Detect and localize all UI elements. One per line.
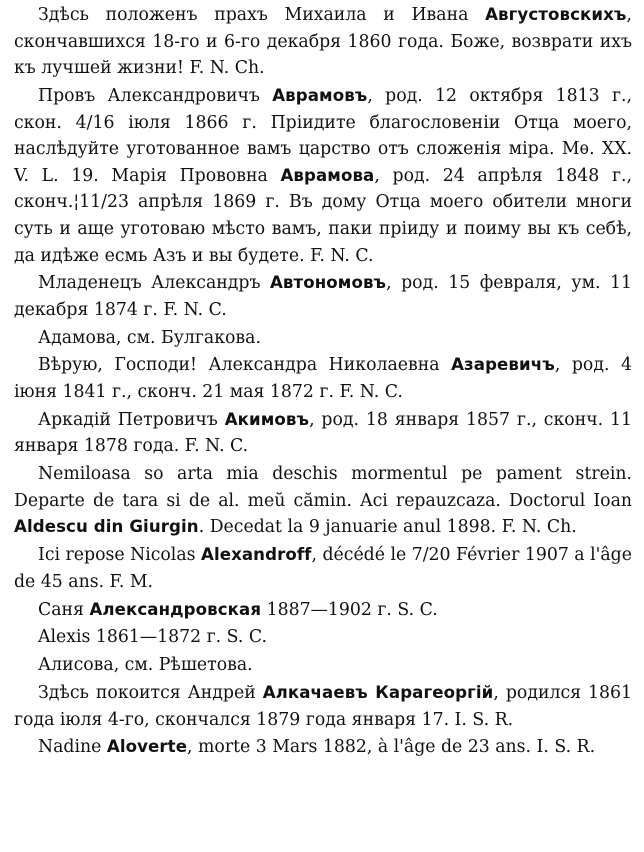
entry-akimov — [14, 407, 632, 460]
entry-text: , род. 24 апрѣля 1848 г., сконч.¦11/23 апрѣля 1869 г. Въ дому Отца моего обители многи суть и аще уготоваю мѣсто вамъ, паки пріиду и поиму вы къ себѣ, да идѣже есмь Азъ и вы будете. F. N. C. — [14, 165, 632, 266]
entry-text: , род. 12 октября 1813 г., скон. 4/16 іюля 1866 г. Пріидите благословеніи Отца моего, наслѣдуйте уготованное вамъ царство отъ сложенія міра. Мѳ. XX. V. L. 19. Марія Прововна — [14, 85, 632, 186]
entry-text: Alexis 1861—1872 г. S. C. — [38, 627, 267, 648]
entry-text: , род. 18 января 1857 г., сконч. 11 января 1878 года. F. N. C. — [14, 409, 632, 457]
entry-avgustovskikh — [14, 2, 632, 82]
surname: Александровская — [89, 599, 262, 619]
surname: Азаревичъ — [451, 355, 555, 375]
entry-text: , morte 3 Mars 1882, à l'âge de 23 ans. I. S. R. — [187, 737, 596, 758]
entry-aleksandrovskaya — [14, 597, 632, 624]
surname: Автономовъ — [269, 273, 387, 293]
entry-text: 1887—1902 г. S. C. — [261, 599, 438, 620]
entry-alisova-reference — [14, 652, 632, 679]
entry-avtonomov — [14, 270, 632, 323]
surname: Аврамова — [280, 165, 375, 185]
entry-text: Nadine — [38, 737, 107, 758]
entry-text: Аркадій Петровичъ — [38, 409, 225, 430]
entry-text: Саня — [38, 599, 90, 620]
entry-text: Вѣрую, Господи! Александра Николаевна — [38, 355, 452, 376]
entry-text: Nemiloasa so arta mia deschis mormentul pe pament strein. Departe de tara si de al. meŭ cămin. Aci repauzcaza. Doctorul Ioan — [14, 464, 632, 511]
surname: Акимовъ — [224, 409, 310, 429]
surname: Aloverte — [106, 737, 188, 757]
entry-avramov — [14, 83, 632, 269]
entry-text: , род. 4 іюня 1841 г., сконч. 21 мая 1872 г. F. N. C. — [14, 355, 632, 403]
entry-text: Ici repose Nicolas — [38, 545, 201, 566]
entry-text: Алисова, см. Рѣшетова. — [38, 655, 253, 676]
entry-text: Адамова, см. Булгакова. — [38, 327, 261, 348]
entry-alkachaev — [14, 680, 632, 733]
surname: Аврамовъ — [272, 85, 368, 105]
entry-text: , décédé le 7/20 Février 1907 a l'âge de 45 ans. F. M. — [14, 545, 632, 592]
entry-list — [14, 2, 632, 761]
entry-alexis — [14, 624, 632, 651]
entry-text: Здѣсь положенъ прахъ Михаила и Ивана — [38, 5, 486, 25]
entry-alexandroff — [14, 542, 632, 595]
entry-text: Здѣсь покоится Андрей — [38, 682, 263, 703]
surname: Алкачаевъ Карагеоргій — [262, 682, 494, 702]
surname: Августовскихъ — [485, 5, 627, 24]
entry-text: Провъ Александровичъ — [38, 85, 273, 106]
entry-azarevich — [14, 352, 632, 405]
surname: Alexandroff — [201, 545, 312, 565]
entry-aldescu — [14, 461, 632, 541]
entry-text: , скончавшихся 18-го и 6-го декабря 1860 года. Боже, возврати ихъ къ лучшей жизни! F. N. Ch. — [14, 5, 632, 79]
entry-text: , род. 15 февраля, ум. 11 декабря 1874 г. F. N. C. — [14, 273, 632, 320]
entry-text: . Decedat la 9 januarie anul 1898. F. N. Ch. — [198, 517, 577, 538]
entry-aloverte — [14, 734, 632, 761]
entry-adamova-reference — [14, 325, 632, 352]
entry-text: Младенецъ Александръ — [38, 273, 270, 294]
surname: Aldescu din Giurgin — [14, 517, 199, 537]
entry-text: , родился 1861 года іюля 4-го, скончался 1879 года января 17. I. S. R. — [14, 682, 632, 730]
